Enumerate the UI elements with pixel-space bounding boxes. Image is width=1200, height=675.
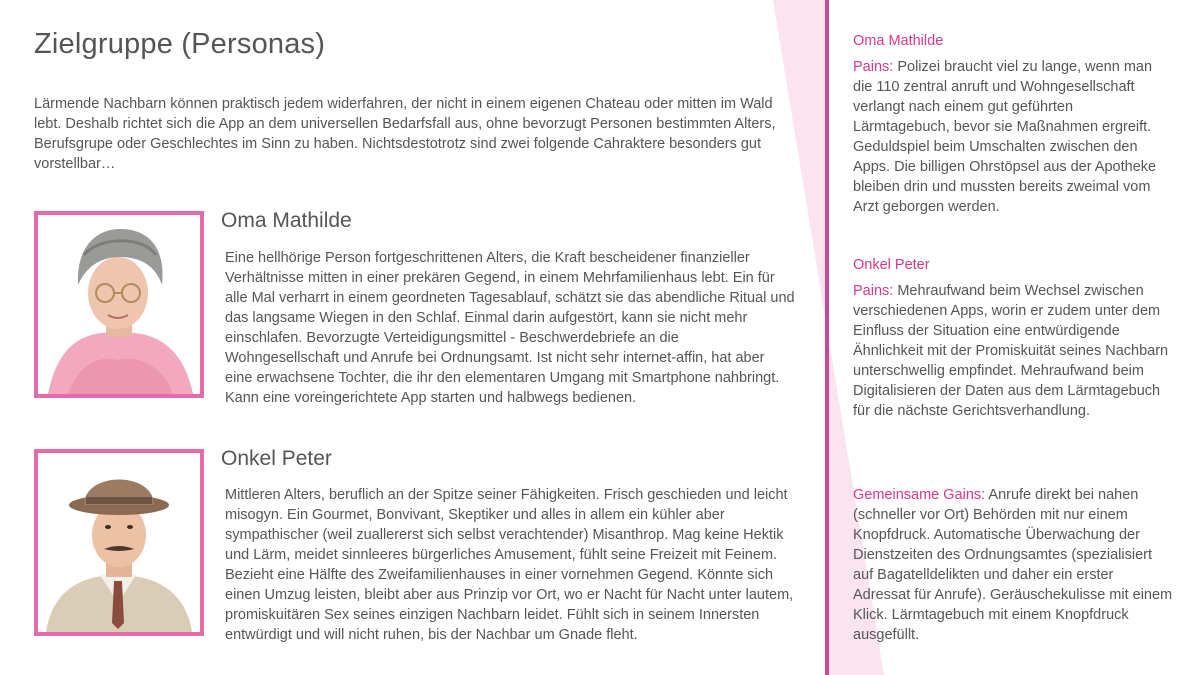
onkel-peter-photo <box>34 449 204 636</box>
sidebar-pains-peter <box>853 281 1173 421</box>
persona-description-mathilde: Eine hellhörige Person fortgeschrittenen Alters, die Kraft bescheidener finanzieller Verhältnisse mitten in einer prekären Gegend, in einem Mehrfamilienhaus lebt. Ein für alle Mal verharrt in einem geordneten Tagesablauf, schätzt sie das abendliche Ritual und das langsame Wiegen in den Schlaf. Einmal darin aufgestört, kann sie nicht mehr einschlafen. Bevorzugte Verteidigungsmittel - Beschwerdebriefe an die Wohngesellschaft und Anrufe bei Ordnungsamt. Ist nicht sehr internet-affin, hat aber eine erwachsene Tochter, die ihr den elementaren Umgang mit Smartphone nahbringt. Kann eine voreingerichtete App starten und halbwegs bedienen. <box>225 250 795 406</box>
sidebar-heading-peter: Onkel Peter <box>853 257 930 273</box>
pains-label: Pains: <box>853 283 894 299</box>
sidebar-gains <box>853 485 1173 645</box>
grandmother-portrait-icon <box>38 215 200 394</box>
persona-name-mathilde: Oma Mathilde <box>221 209 352 232</box>
intro-text: Lärmende Nachbarn können praktisch jedem widerfahren, der nicht in einem eigenen Chateau oder mitten im Wald lebt. Deshalb richtet sich die App an dem universellen Bedarfsfall aus, ohne bevorzugt Personen bestimmten Alters, Berufsgrupe oder Geschlechtes im Sinn zu haben. Nichtsdestotrotz sind zwei folgende Cahraktere besonders gut vorstellbar… <box>34 96 776 172</box>
man-with-hat-portrait-icon <box>38 453 200 632</box>
sidebar-heading-mathilde: Oma Mathilde <box>853 33 944 49</box>
sidebar-pains-mathilde <box>853 57 1173 217</box>
oma-mathilde-photo <box>34 211 204 398</box>
vertical-divider <box>825 0 829 675</box>
persona-name-peter: Onkel Peter <box>221 447 332 470</box>
pains-text: Mehraufwand beim Wechsel zwischen verschiedenen Apps, worin er zudem unter dem Einfluss der Situation eine entwürdigende Ähnlichkeit mit der Promiskuität seines Nachbarn unterschwellig empfindet. Mehraufwand beim Digitalisieren der Daten aus dem Lärmtagebuch für die nächste Gerichtsverhandlung. <box>853 283 1169 419</box>
gains-text: Anrufe direkt bei nahen (schneller vor Ort) Behörden mit nur einem Knopfdruck. Automatische Überwachung der Dienstzeiten des Ordnungsamtes (spezialisiert auf Bagatelldelikten und daher ein erster Adressat für Anrufe). Geräuschekulisse mit einem Klick. Lärmtagebuch mit einem Knopfdruck ausgefüllt. <box>853 487 1173 643</box>
pains-text: Polizei braucht viel zu lange, wenn man die 110 zentral anruft und Wohngesellschaft verlangt nach einem gut geführten Lärmtagebuch, bevor sie Maßnahmen ergreift. Geduldspiel beim Umschalten zwischen den Apps. Die billigen Ohrstöpsel aus der Apotheke bleiben drin und mussten bereits zweimal vom Arzt geborgen werden. <box>853 59 1157 215</box>
gains-label: Gemeinsame Gains: <box>853 487 986 503</box>
persona-description-peter: Mittleren Alters, beruflich an der Spitze seiner Fähigkeiten. Frisch geschieden und leicht misogyn. Ein Gourmet, Bonvivant, Skeptiker und alles in allem ein kühler aber sympathischer (weil zuallererst sich selbst verachtender) Misanthrop. Mag keine Hektik und Lärm, meidet sinnleeres bürgerliches Amusement, fühlt seine Freizeit mit Feinem. Bezieht eine Hälfte des Zweifamilienhauses in einer vornehmen Gegend. Könnte sich einen Umzug leisten, bleibt aber aus Prinzip vor Ort, wo er Nacht für Nacht unter lautem, promiskuitären Sex seines einzigen Nachbarn leidet. Fühlt sich in seinem Innersten entwürdigt und will nicht ruhen, bis der Nachbar um Gnade fleht. <box>225 487 794 643</box>
pains-label: Pains: <box>853 59 894 75</box>
page-title: Zielgruppe (Personas) <box>34 28 326 60</box>
